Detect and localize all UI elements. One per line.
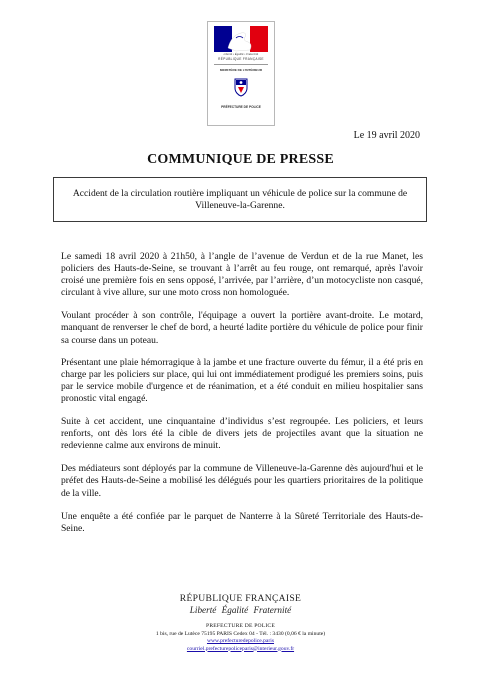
logo-divider: [214, 64, 268, 65]
footer-republic: RÉPUBLIQUE FRANÇAISE: [179, 593, 302, 604]
prefecture-logo: [207, 21, 275, 126]
paragraph-3: Présentant une plaie hémorragique à la jambe et une fracture ouverte du fémur, il a été pris en charge par les policiers sur place, qui lui ont immédiatement prodigué les premiers soins, puis par le service mobile d'urgence et de réanimation, et a été conduit en milieu hospitalier sans pronostic vital engagé.: [61, 356, 423, 404]
footer-motto: Liberté Égalité Fraternité: [189, 605, 292, 615]
paragraph-2: Voulant procéder à son contrôle, l'équipage a ouvert la portière avant-droite. Le motard, manquant de renverser le chef de bord, a heurté ladite portière du véhicule de police pour finir sa course dans un poteau.: [61, 310, 423, 346]
footer: [0, 593, 481, 653]
subject-text: Accident de la circulation routière impliquant un véhicule de police sur la commune de Villeneuve-la-Garenne.: [72, 188, 408, 211]
ministry-label: MINISTÈRE DE L'INTÉRIEUR: [219, 68, 263, 72]
republic-label-small: RÉPUBLIQUE FRANÇAISE: [218, 57, 264, 61]
document-date: Le 19 avril 2020: [353, 130, 420, 141]
paragraph-6: Une enquête a été confiée par le parquet de Nanterre à la Sûreté Territoriale des Hauts-de-Seine.: [61, 510, 423, 534]
police-emblem-icon: [233, 77, 249, 97]
document-title: COMMUNIQUE DE PRESSE: [147, 152, 334, 167]
footer-address: 1 bis, rue de Lutèce 75195 PARIS Cedex 04 - Tél. : 3430 (0,06 € la minute): [155, 631, 326, 637]
prefecture-logo-label: PRÉFECTURE DE POLICE: [221, 105, 261, 109]
paragraph-1: Le samedi 18 avril 2020 à 21h50, à l’angle de l’avenue de Verdun et de la rue Manet, les policiers des Hauts-de-Seine, se trouvant à l’arrêt au feu rouge, ont remarqué, après l'avoir croisé une première fois en sens opposé, l’arrivée, par l’arrière, d’un motocycliste non casqué, circulant à vive allure, sur une moto cross non homologuée.: [61, 251, 423, 299]
paragraph-5: Des médiateurs sont déployés par la commune de Villeneuve-la-Garenne dès aujourd'hui et le préfet des Hauts-de-Seine a mobilisé les délégués pour les quartiers prioritaires de la politique de la ville.: [61, 463, 423, 499]
marianne-flag-icon: [214, 26, 268, 52]
footer-prefecture: PREFECTURE DE POLICE: [206, 623, 275, 629]
press-release-body: [61, 251, 423, 535]
subject-box: [53, 177, 427, 222]
paragraph-4: Suite à cet accident, une cinquantaine d’individus s’est regroupée. Les policiers, et leurs renforts, ont dès lors été la cible de divers jets de projectiles avant que la situation ne redevienne calme aux environs de minuit.: [61, 416, 423, 452]
email-link[interactable]: courriel.prefecturepoliceparis@interieur.gouv.fr: [186, 645, 295, 652]
website-link[interactable]: www.prefecturedepolice.paris: [206, 638, 275, 644]
motto-small: Liberté • Égalité • Fraternité: [223, 53, 259, 56]
